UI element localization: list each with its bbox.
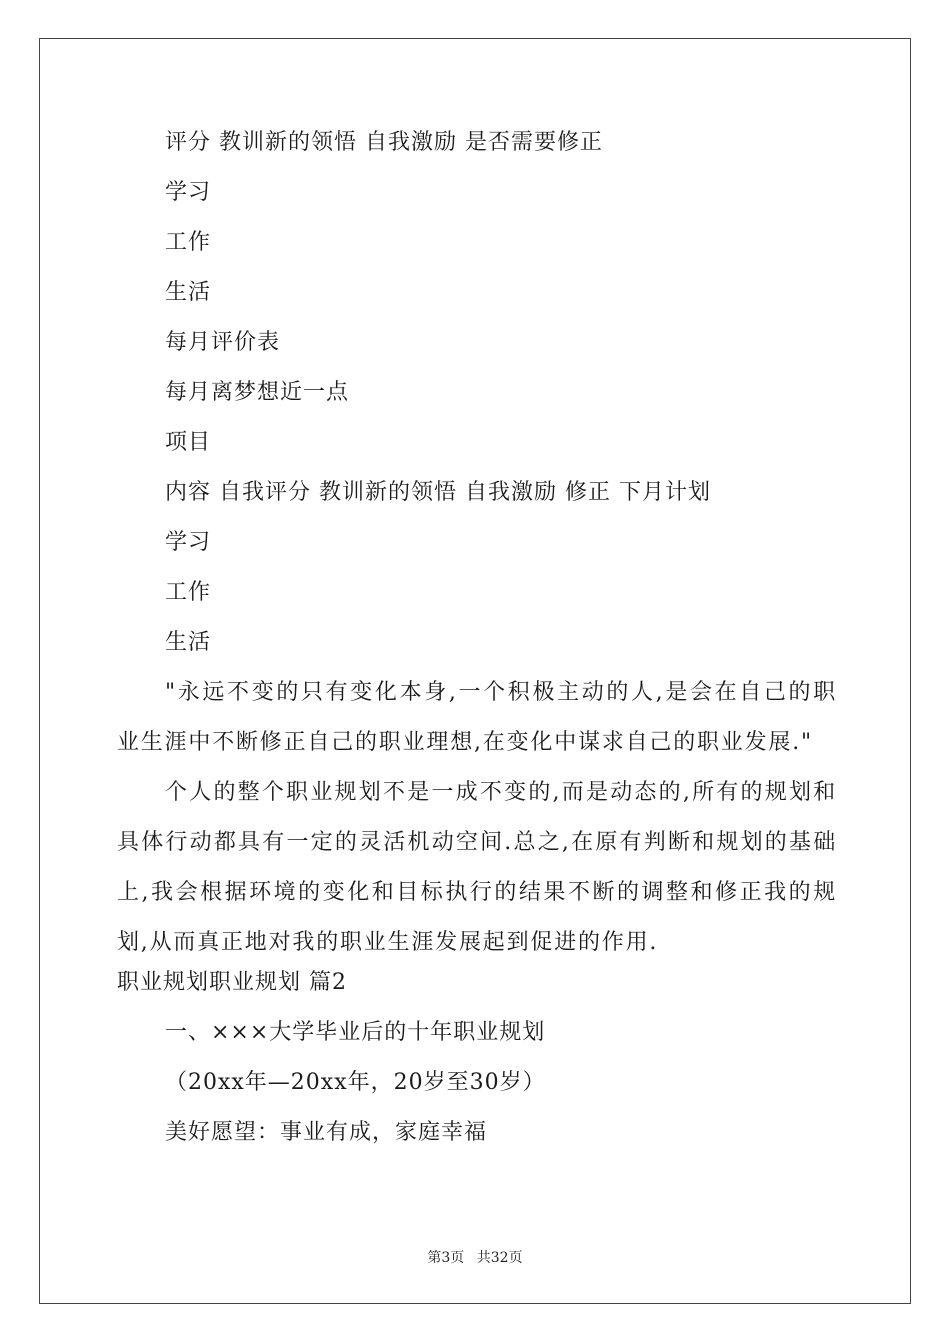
quote-paragraph: "永远不变的只有变化本身,一个积极主动的人,是会在自己的职业生涯中不断修正自己的职业理想,在变化中谋求自己的职业发展." — [117, 680, 837, 755]
monthly-table-header-line: 内容 自我评分 教训新的领悟 自我激励 修正 下月计划 — [165, 480, 711, 505]
row-label-life-2: 生活 — [165, 630, 212, 655]
row-label-work: 工作 — [165, 230, 212, 255]
summary-paragraph: 个人的整个职业规划不是一成不变的,而是动态的,所有的规划和具体行动都具有一定的灵活机动空间.总之,在原有判断和规划的基础上,我会根据环境的变化和目标执行的结果不断的调整和修正我的规划,从而真正地对我的职业生涯发展起到促进的作用. — [117, 780, 837, 955]
section-title: 一、×××大学毕业后的十年职业规划 — [165, 1020, 546, 1045]
section-wish: 美好愿望：事业有成，家庭幸福 — [165, 1120, 488, 1145]
column-label-project: 项目 — [165, 430, 212, 455]
monthly-table-title: 每月评价表 — [165, 330, 281, 355]
monthly-table-subtitle: 每月离梦想近一点 — [165, 380, 350, 405]
page-number: 第3页 — [427, 1250, 465, 1266]
row-label-study: 学习 — [165, 180, 212, 205]
section-date-range: （20xx年—20xx年，20岁至30岁） — [165, 1070, 546, 1095]
section-heading: 职业规划职业规划 篇2 — [117, 970, 347, 995]
page-total: 共32页 — [476, 1250, 523, 1266]
table-header-line: 评分 教训新的领悟 自我激励 是否需要修正 — [165, 130, 603, 155]
document-body — [117, 128, 837, 1168]
row-label-work-2: 工作 — [165, 580, 212, 605]
page-footer — [0, 1247, 950, 1267]
row-label-life: 生活 — [165, 280, 212, 305]
row-label-study-2: 学习 — [165, 530, 212, 555]
